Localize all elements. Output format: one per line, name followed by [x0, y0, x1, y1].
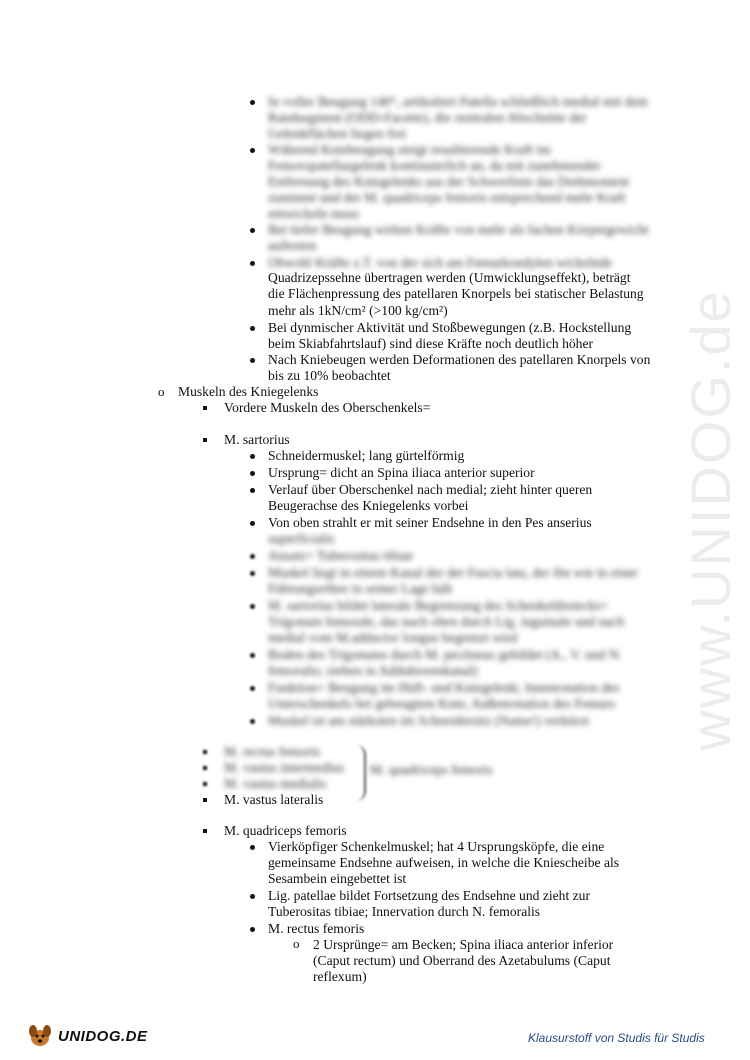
- text-line: Vordere Muskeln des Oberschenkels=: [224, 400, 431, 415]
- text-line: Muskeln des Kniegelenks: [178, 384, 319, 399]
- bullet-dot: [250, 521, 255, 526]
- text-line: die Flächenpressung des patellaren Knorpels bei statischer Belastung: [268, 286, 644, 301]
- bullet-dot: [250, 604, 255, 609]
- text-line: Führungsröhre in seiner Lage hält: [268, 581, 453, 596]
- bullet-square: [203, 750, 207, 754]
- text-line: beim Skiabfahrtslauf) sind diese Kräfte noch deutlich höher: [268, 336, 594, 351]
- bullet-circle: o: [158, 384, 165, 399]
- text-line: Von oben strahlt er mit seiner Endsehne in den Pes anserius: [268, 515, 592, 530]
- bullet-dot: [250, 554, 255, 559]
- bullet-dot: [250, 100, 255, 105]
- bullet-dot: [250, 228, 255, 233]
- text-line: superficialis: [268, 531, 335, 546]
- text-line: Gelenkflächen liegen frei: [268, 126, 407, 141]
- text-line: gemeinsame Endsehne aufweisen, in welche die Kniescheibe als: [268, 855, 620, 870]
- text-line: Obwohl Kräfte z.T. von der sich am Femurkondylen wickelnde: [268, 255, 613, 270]
- text-line: Muskel liegt in einem Kanal der der Fascia lata, der ihn wie in einer: [268, 565, 638, 580]
- bullet-dot: [250, 894, 255, 899]
- bullet-dot: [250, 471, 255, 476]
- bullet-square: [203, 438, 207, 442]
- bullet-square: [203, 798, 207, 802]
- curly-brace: [350, 745, 366, 801]
- text-line: Schneidermuskel; lang gürtelförmig: [268, 448, 465, 463]
- bullet-dot: [250, 719, 255, 724]
- text-line: Femoropatellargelenk kontinuierlich an, da mit zunehmender: [268, 158, 601, 173]
- text-line: In voller Beugung 140°, artikuliert Patella schließlich medial mit dem: [268, 94, 648, 109]
- text-line: M. rectus femoris: [224, 744, 321, 759]
- text-line: Während Kniebeugung steigt resultierende Kraft im: [268, 142, 551, 157]
- text-line: Bei tiefer Beugung wirken Kräfte von mehr als fachen Körpergewicht: [268, 222, 649, 237]
- text-line: bis zu 10% beobachtet: [268, 368, 391, 383]
- bullet-square: [203, 766, 207, 770]
- text-line: medial vom M.adductor longus begrenzt wird: [268, 630, 518, 645]
- text-line: Randsegment (ODD-Facette), die zentralen Abschnitte der: [268, 110, 587, 125]
- bullet-dot: [250, 653, 255, 658]
- text-line: Quadrizepssehne übertragen werden (Umwicklungseffekt), beträgt: [268, 270, 631, 285]
- text-line: M. sartorius bildet laterale Begrenzung des Schenkeldreiecks=: [268, 598, 609, 613]
- text-line: Trigonum femorale, das nach oben durch Lig. inguinale und nach: [268, 614, 625, 629]
- bullet-dot: [250, 488, 255, 493]
- text-line: auftreten: [268, 238, 317, 253]
- text-line: M. quadriceps femoris: [224, 823, 347, 838]
- unidog-logo[interactable]: [26, 1020, 156, 1052]
- text-line: Lig. patellae bildet Fortsetzung des Endsehne und zieht zur: [268, 888, 591, 903]
- footer-tagline: Klausurstoff von Studis für Studis: [528, 1031, 705, 1045]
- bullet-dot: [250, 571, 255, 576]
- text-line: Unterschenkels bei gebeugtem Knie; Außenrotation des Femurs: [268, 696, 616, 711]
- text-line: M. rectus femoris: [268, 921, 365, 936]
- text-line: M. vastus intermedius: [224, 760, 345, 775]
- text-line: zunimmt und der M. quadriceps femoris entsprechend mehr Kraft: [268, 190, 626, 205]
- bullet-dot: [250, 326, 255, 331]
- text-line: Sesambein eingebettet ist: [268, 871, 407, 886]
- text-line: 2 Ursprünge= am Becken; Spina iliaca anterior inferior: [313, 937, 614, 952]
- text-line: Boden des Trigonums durch M. pectineus gebildet (A., V. und N.: [268, 647, 623, 662]
- bullet-dot: [250, 927, 255, 932]
- text-line: M. vastus medialis: [224, 776, 327, 791]
- bullet-square: [203, 782, 207, 786]
- bullet-dot: [250, 454, 255, 459]
- bullet-circle: o: [293, 936, 300, 951]
- text-line: Funktion= Beugung im Hüft- und Kniegelenk; Innenrotation des: [268, 680, 620, 695]
- bullet-square: [203, 829, 207, 833]
- bullet-square: [203, 406, 207, 410]
- bullet-dot: [250, 261, 255, 266]
- text-line: entwickeln muss: [268, 206, 359, 221]
- text-line: M. sartorius: [224, 432, 290, 447]
- text-line: mehr als 1kN/cm² (>100 kg/cm²): [268, 303, 448, 318]
- text-line: femoralis; ziehen in Adduktorenkanal): [268, 663, 478, 678]
- text-line: Nach Kniebeugen werden Deformationen des patellaren Knorpels von: [268, 352, 651, 367]
- logo-text: UNIDOG.DE: [58, 1027, 148, 1045]
- text-line: Beugerachse des Kniegelenks vorbei: [268, 498, 469, 513]
- text-line: Ansatz= Tuberositas tibiae: [268, 548, 414, 563]
- text-line: reflexum): [313, 969, 367, 984]
- bullet-dot: [250, 686, 255, 691]
- text-line: M. quadriceps femoris: [370, 762, 493, 777]
- bullet-dot: [250, 845, 255, 850]
- text-line: (Caput rectum) und Oberrand des Azetabulums (Caput: [313, 953, 611, 968]
- text-line: Tuberositas tibiae; Innervation durch N. femoralis: [268, 904, 541, 919]
- text-line: Vierköpfiger Schenkelmuskel; hat 4 Ursprungsköpfe, die eine: [268, 839, 605, 854]
- bullet-dot: [250, 358, 255, 363]
- text-line: M. vastus lateralis: [224, 792, 324, 807]
- text-line: Entfernung des Kniegelenks aus der Schwerlinie das Drehmoment: [268, 174, 630, 189]
- dog-icon: [26, 1023, 54, 1049]
- bullet-dot: [250, 148, 255, 153]
- text-line: Bei dynmischer Aktivität und Stoßbewegungen (z.B. Hockstellung: [268, 320, 632, 335]
- watermark: www.UNIDOG.de: [678, 289, 742, 751]
- text-line: Ursprung= dicht an Spina iliaca anterior superior: [268, 465, 535, 480]
- text-line: Muskel ist am stärksten im Schneidersitz (Name!) verkürzt: [268, 713, 590, 728]
- text-line: Verlauf über Oberschenkel nach medial; zieht hinter queren: [268, 482, 593, 497]
